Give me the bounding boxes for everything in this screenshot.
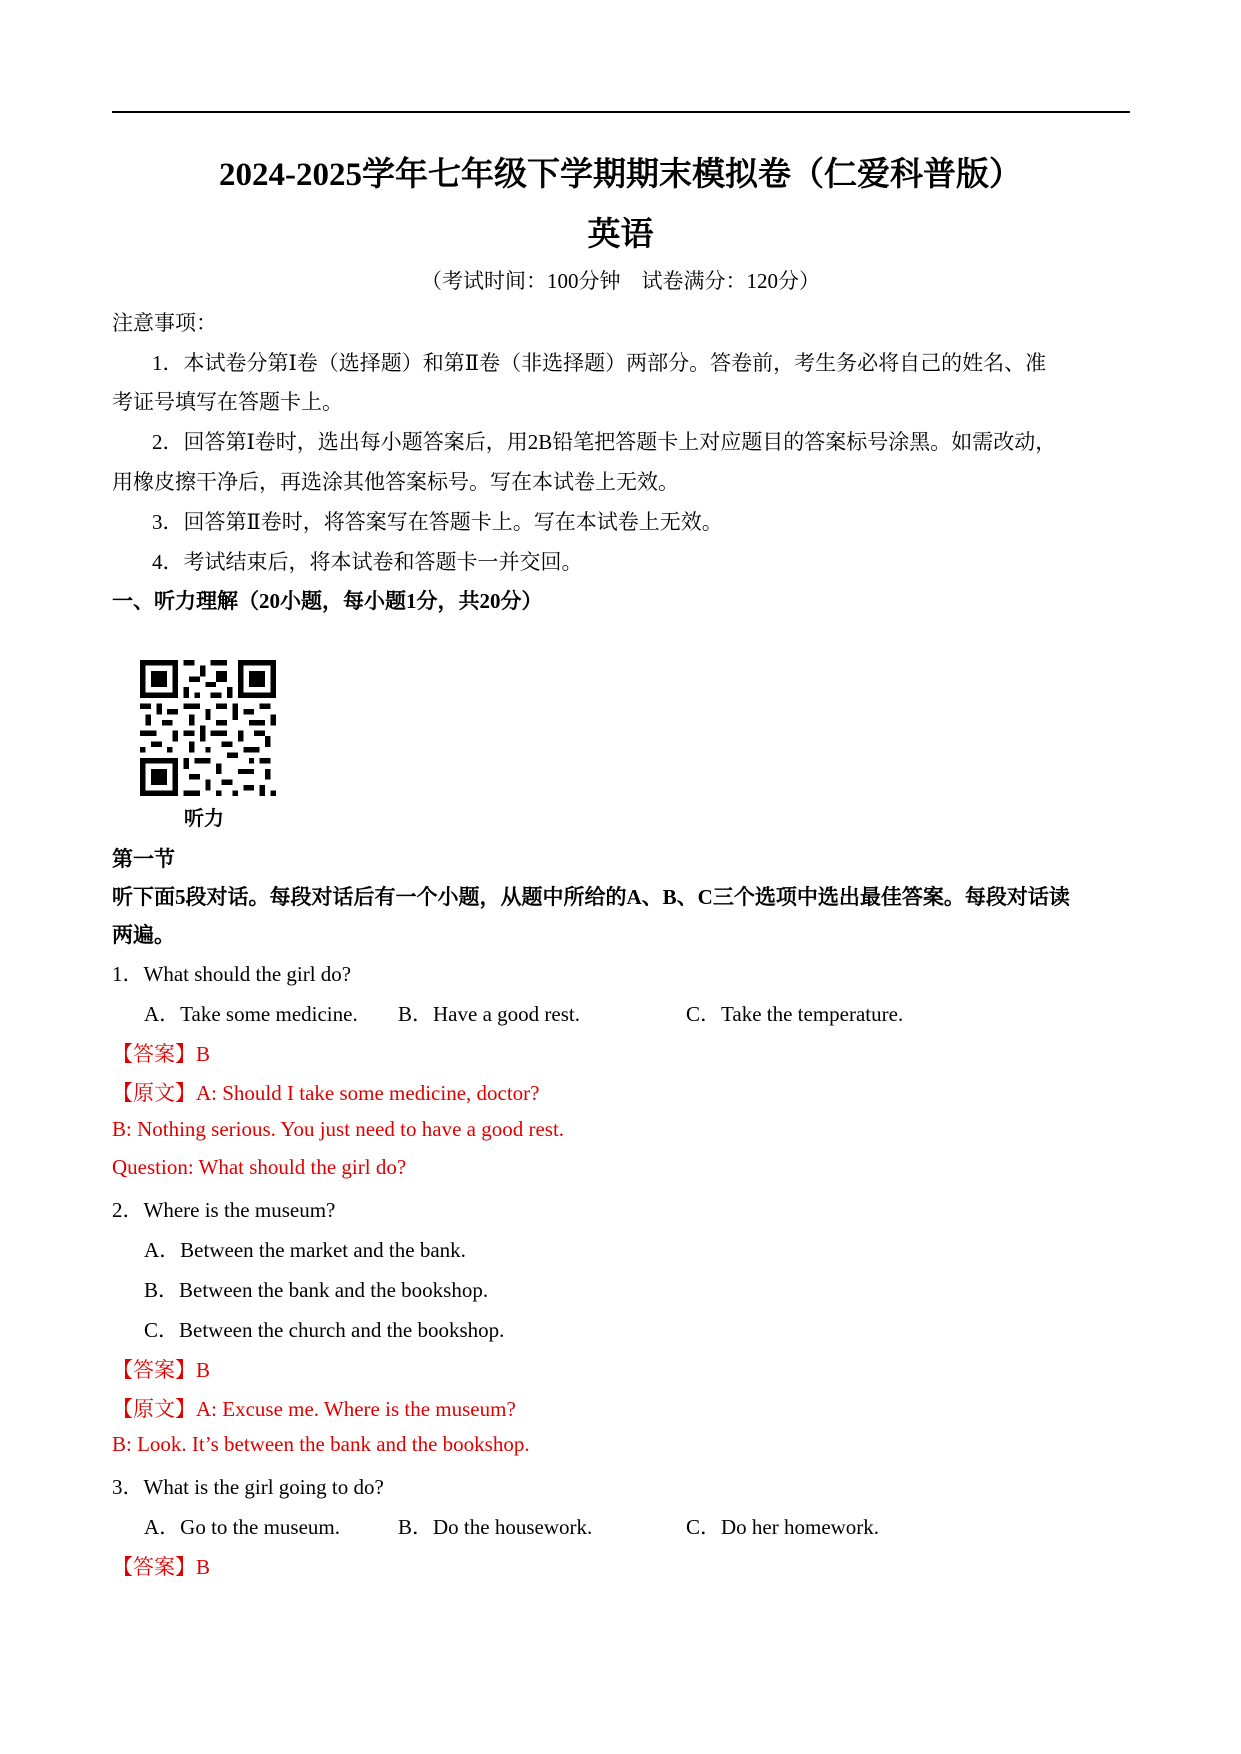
question-3-option-c: C．Do her homework. xyxy=(686,1515,880,1539)
question-1-stem: 1．What should the girl do? xyxy=(112,962,352,986)
question-3-stem: 3．What is the girl going to do? xyxy=(112,1475,384,1499)
section-heading: 一、听力理解（20小题，每小题1分，共20分） xyxy=(112,589,543,613)
exam-title: 2024-2025学年七年级下学期期末模拟卷（仁爱科普版） xyxy=(219,157,1022,193)
question-3-option-a: A．Go to the museum. xyxy=(144,1515,340,1539)
note-item-2-line-1: 2．回答第Ⅰ卷时，选出每小题答案后，用2B铅笔把答题卡上对应题目的答案标号涂黑。如需改动， xyxy=(152,430,1057,454)
question-2-stem: 2．Where is the museum? xyxy=(112,1198,336,1222)
question-1-transcript-line-2: B: Nothing serious. You just need to have a good rest. xyxy=(112,1117,565,1141)
question-2-option-b: B．Between the bank and the bookshop. xyxy=(144,1278,489,1302)
note-item-3: 3．回答第Ⅱ卷时，将答案写在答题卡上。写在本试卷上无效。 xyxy=(152,510,723,534)
question-2-option-a: A．Between the market and the bank. xyxy=(144,1238,466,1262)
question-2-answer: 【答案】B xyxy=(112,1358,211,1382)
question-1-transcript-line-1: 【原文】A: Should I take some medicine, doctor? xyxy=(112,1081,540,1105)
question-1-option-b: B．Have a good rest. xyxy=(398,1002,580,1026)
question-1-answer: 【答案】B xyxy=(112,1042,211,1066)
note-item-1-line-2: 考证号填写在答题卡上。 xyxy=(112,390,343,414)
question-2-transcript-line-2: B: Look. It’s between the bank and the bookshop. xyxy=(112,1432,530,1456)
qr-label: 听力 xyxy=(184,808,224,830)
note-item-4: 4．考试结束后，将本试卷和答题卡一并交回。 xyxy=(152,550,583,574)
notes-heading: 注意事项： xyxy=(112,311,217,335)
instruction-line-2: 两遍。 xyxy=(112,923,175,947)
exam-info: （考试时间：100分钟 试卷满分：120分） xyxy=(421,269,820,293)
question-1-option-a: A．Take some medicine. xyxy=(144,1002,358,1026)
part-title: 第一节 xyxy=(112,847,175,871)
instruction-line-1: 听下面5段对话。每段对话后有一个小题，从题中所给的A、B、C三个选项中选出最佳答案。每段对话读 xyxy=(112,885,1070,909)
header-rule xyxy=(112,111,1130,113)
note-item-2-line-2: 用橡皮擦干净后，再选涂其他答案标号。写在本试卷上无效。 xyxy=(112,470,679,494)
note-item-1-line-1: 1．本试卷分第Ⅰ卷（选择题）和第Ⅱ卷（非选择题）两部分。答卷前，考生务必将自己的姓名、准 xyxy=(152,351,1047,375)
listening-qr-code[interactable] xyxy=(140,660,276,796)
question-3-option-b: B．Do the housework. xyxy=(398,1515,593,1539)
question-2-option-c: C．Between the church and the bookshop. xyxy=(144,1318,505,1342)
question-2-transcript-line-1: 【原文】A: Excuse me. Where is the museum? xyxy=(112,1397,516,1421)
question-1-option-c: C．Take the temperature. xyxy=(686,1002,904,1026)
question-3-answer: 【答案】B xyxy=(112,1555,211,1579)
question-1-transcript-line-3: Question: What should the girl do? xyxy=(112,1155,407,1179)
subject-title: 英语 xyxy=(587,217,654,253)
